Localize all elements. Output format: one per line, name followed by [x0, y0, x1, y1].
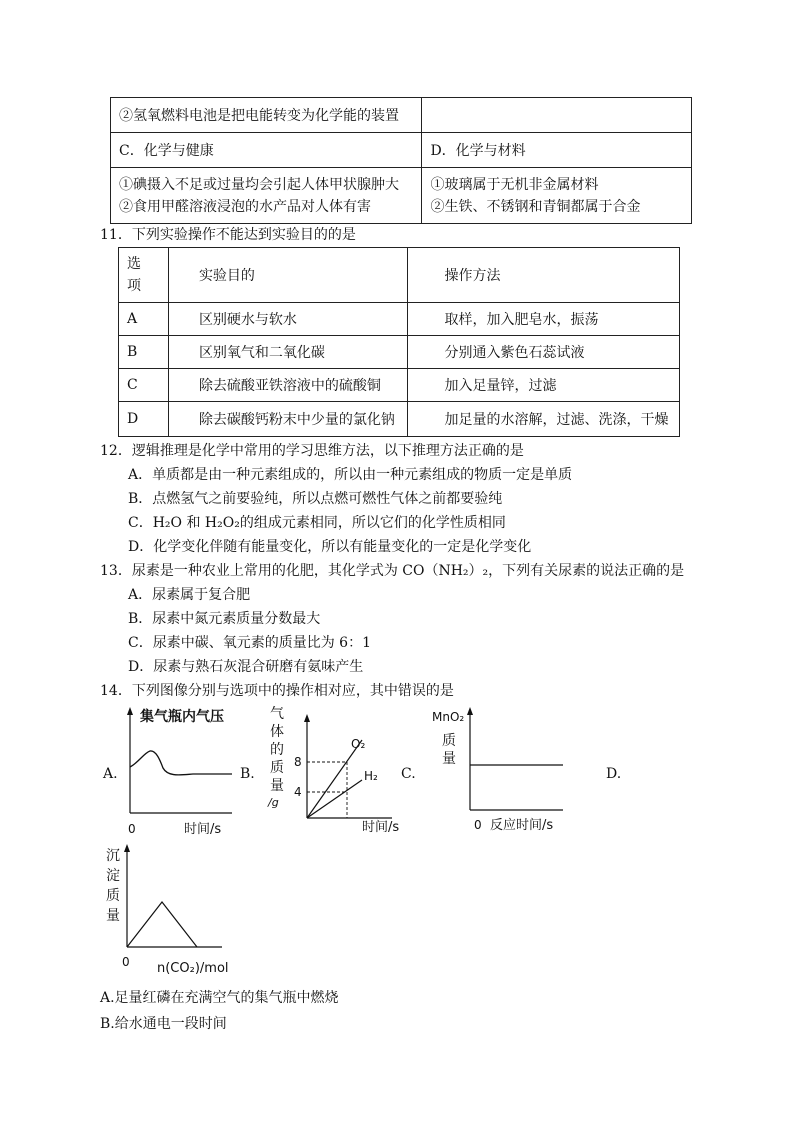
question-12-option-a: A．单质都是由一种元素组成的，所以由一种元素组成的物质一定是单质	[128, 467, 573, 483]
graph-d-ylabel-char: 淀	[106, 868, 120, 884]
graph-label-d: D.	[606, 766, 622, 782]
question-12-stem: 12．逻辑推理是化学中常用的学习思维方法，以下推理方法正确的是	[100, 443, 524, 459]
table-header-d: D．化学与材料	[422, 133, 692, 168]
table-cell: ②氢氧燃料电池是把电能转变为化学能的装置	[111, 98, 422, 133]
table-cell-c	[111, 168, 422, 224]
cell-method: 取样，加入肥皂水，振荡	[408, 303, 680, 336]
cell-purpose: 除去碳酸钙粉末中少量的氯化钠	[168, 402, 408, 437]
graph-b	[262, 700, 402, 840]
header-option-line: 项	[127, 278, 141, 294]
graph-a-ylabel: 集气瓶内气压	[140, 709, 224, 725]
graph-label-b: B.	[240, 766, 255, 782]
graph-d-ylabel-char: 沉	[106, 848, 120, 864]
cell-line: ①玻璃属于无机非金属材料	[430, 176, 599, 193]
cell-option: B	[119, 336, 169, 369]
graph-b-ylabel-unit: /g	[268, 796, 279, 809]
table-chemistry-knowledge	[110, 97, 692, 224]
question-13-option-d: D．尿素与熟石灰混合研磨有氨味产生	[128, 659, 364, 675]
question-14-stem: 14．下列图像分别与选项中的操作相对应，其中错误的是	[100, 683, 454, 699]
cell-line: ②生铁、不锈钢和青铜都属于合金	[430, 198, 641, 215]
graph-c-ylabel: 质	[442, 733, 456, 749]
h2-line	[307, 780, 362, 818]
question-13-option-b: B．尿素中氮元素质量分数最大	[128, 611, 321, 627]
table-row	[111, 98, 692, 133]
table-header-c: C．化学与健康	[111, 133, 422, 168]
header-method: 操作方法	[408, 248, 680, 303]
cell-purpose: 除去硫酸亚铁溶液中的硫酸铜	[168, 369, 408, 402]
question-11-stem: 11．下列实验操作不能达到实验目的的是	[100, 227, 356, 243]
graph-b-ylabel-char: 气	[270, 706, 284, 722]
answer-option-a: A.足量红磷在充满空气的集气瓶中燃烧	[100, 990, 339, 1006]
question-12-option-d: D．化学变化伴随有能量变化，所以有能量变化的一定是化学变化	[128, 539, 532, 555]
table-row	[119, 336, 680, 369]
graph-a-origin: 0	[128, 822, 136, 836]
o2-label: O₂	[351, 737, 366, 751]
cell-option: C	[119, 369, 169, 402]
graph-d-ylabel-char: 质	[106, 888, 120, 904]
graph-label-c: C.	[401, 766, 416, 782]
y-axis-arrow	[467, 707, 473, 715]
y-axis-arrow	[127, 707, 133, 715]
cell-purpose: 区别氧气和二氧化碳	[168, 336, 408, 369]
table-q11	[118, 247, 680, 437]
pressure-curve	[130, 751, 232, 775]
header-option-line: 选	[127, 256, 141, 272]
graph-c-xlabel: 反应时间/s	[490, 818, 554, 833]
graph-d-origin: 0	[122, 955, 130, 969]
cell-option: D	[119, 402, 169, 437]
graph-b-ylabel-char: 量	[270, 778, 284, 794]
cell-line: ①碘摄入不足或过量均会引起人体甲状腺肿大	[119, 176, 399, 193]
graph-d	[100, 842, 250, 977]
question-13-option-c: C．尿素中碳、氧元素的质量比为 6：1	[128, 635, 371, 651]
y-axis-arrow	[124, 844, 130, 852]
table-row	[119, 369, 680, 402]
graph-a	[118, 705, 243, 840]
graph-b-ylabel-char: 体	[270, 724, 284, 740]
header-purpose: 实验目的	[168, 248, 408, 303]
graph-c-ylabel: 量	[442, 751, 456, 767]
o2-line	[307, 740, 362, 818]
question-12-option-b: B．点燃氢气之前要验纯，所以点燃可燃性气体之前都要验纯	[128, 491, 503, 507]
question-12-option-c: C．H₂O 和 H₂O₂的组成元素相同，所以它们的化学性质相同	[128, 515, 506, 531]
table-row	[111, 168, 692, 224]
table-cell	[422, 98, 692, 133]
y-axis-arrow	[304, 714, 310, 722]
tick-label-4: 4	[294, 785, 302, 799]
graph-c-ylabel: MnO₂	[432, 710, 465, 724]
cell-method: 分别通入紫色石蕊试液	[408, 336, 680, 369]
tick-label-8: 8	[294, 755, 302, 769]
cell-method: 加入足量锌，过滤	[408, 369, 680, 402]
h2-label: H₂	[364, 769, 378, 783]
table-row	[119, 303, 680, 336]
graph-d-ylabel-char: 量	[106, 908, 120, 924]
graph-a-xlabel: 时间/s	[184, 822, 222, 837]
table-header-row	[119, 248, 680, 303]
question-13-option-a: A．尿素属于复合肥	[128, 587, 251, 603]
cell-line: ②食用甲醛溶液浸泡的水产品对人体有害	[119, 198, 371, 215]
table-row	[119, 402, 680, 437]
graph-b-xlabel: 时间/s	[362, 820, 400, 835]
table-row	[111, 133, 692, 168]
cell-method: 加足量的水溶解，过滤、洗涤，干燥	[408, 402, 680, 437]
question-13-stem: 13．尿素是一种农业上常用的化肥，其化学式为 CO（NH₂）₂，下列有关尿素的说法正确的是	[100, 563, 685, 579]
precipitate-curve	[127, 902, 197, 947]
graph-d-xlabel: n(CO₂)/mol	[157, 961, 229, 976]
answer-option-b: B.给水通电一段时间	[100, 1016, 227, 1032]
cell-purpose: 区别硬水与软水	[168, 303, 408, 336]
graph-b-ylabel-char: 的	[270, 742, 284, 758]
graph-c-origin: 0	[474, 818, 482, 832]
graph-label-a: A.	[103, 766, 118, 782]
header-option	[119, 248, 169, 303]
graph-c	[428, 705, 583, 840]
table-cell-d	[422, 168, 692, 224]
graph-b-ylabel-char: 质	[270, 760, 284, 776]
cell-option: A	[119, 303, 169, 336]
